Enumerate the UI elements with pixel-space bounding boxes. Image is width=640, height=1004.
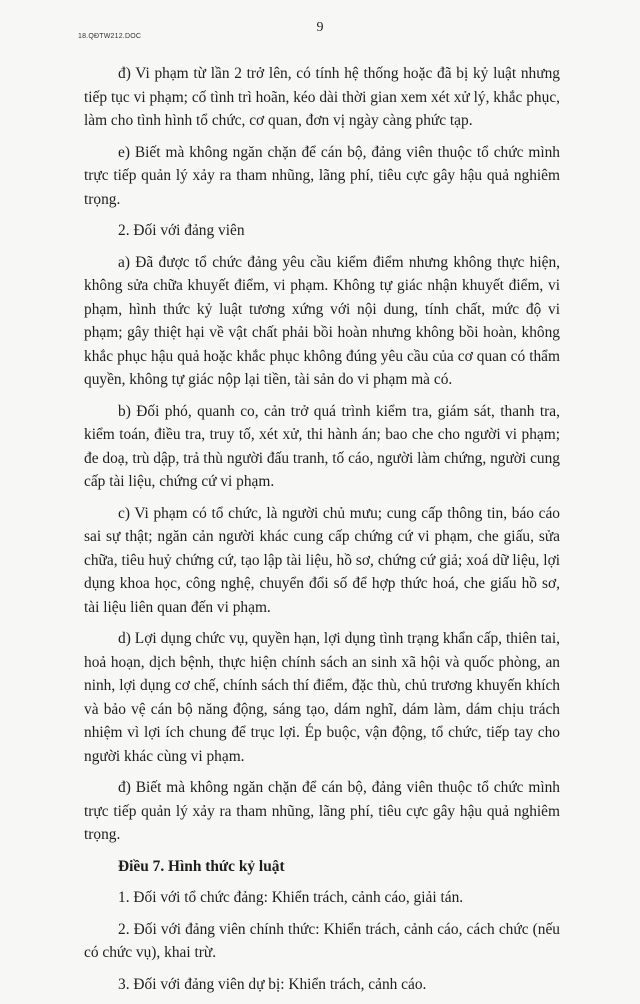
paragraph-b-obstruction: b) Đối phó, quanh co, cản trở quá trình kiểm tra, giám sát, thanh tra, kiểm toán, điều tra, truy tố, xét xử, thi hành án; bao che cho người vi phạm; đe doạ, trù dập, trả thù người đấu tranh, tố cáo, người làm chứng, người cung cấp tài liệu, chứng cứ vi phạm. xyxy=(84,402,560,490)
paragraph-c-organized-violation: c) Vi phạm có tổ chức, là người chủ mưu; cung cấp thông tin, báo cáo sai sự thật; ngăn cản người khác cung cấp chứng cứ vi phạm, che giấu, sửa chữa, tiêu huỷ chứng cứ, tạo lập tài liệu, hồ sơ, chứng cứ giả; xoá dữ liệu, lợi dụng khoa học, công nghệ, chuyển đổi số để hợp thức hoá, che giấu hồ sơ, tài liệu liên quan đến vi phạm. xyxy=(84,504,560,616)
document-body xyxy=(84,62,560,1004)
article-7-item-3: 3. Đối với đảng viên dự bị: Khiển trách, cảnh cáo. xyxy=(118,975,427,993)
paragraph-d-abuse-of-power: d) Lợi dụng chức vụ, quyền hạn, lợi dụng tình trạng khẩn cấp, thiên tai, hoả hoạn, dịch bệnh, thực hiện chính sách an sinh xã hội và quốc phòng, an ninh, lợi dụng cơ chế, chính sách thí điểm, đặc thù, chủ trương khuyến khích và bảo vệ cán bộ năng động, sáng tạo, dám nghĩ, dám làm, dám chịu trách nhiệm vì lợi ích chung để trục lợi. Ép buộc, vận động, tổ chức, tiếp tay cho người khác cùng vi phạm. xyxy=(84,630,560,765)
article-7-heading: Điều 7. Hình thức kỷ luật xyxy=(118,857,285,875)
paragraph-d-repeat-violation: đ) Vi phạm từ lần 2 trở lên, có tính hệ thống hoặc đã bị kỷ luật nhưng tiếp tục vi phạm; cố tình trì hoãn, kéo dài thời gian xem xét xử lý, khắc phục, làm cho tình hình tổ chức, cơ quan, đơn vị ngày càng phức tạp. xyxy=(84,65,560,129)
paragraph-dd-member-failure: đ) Biết mà không ngăn chặn để cán bộ, đảng viên thuộc tổ chức mình trực tiếp quản lý xảy ra tham nhũng, lãng phí, tiêu cực gây hậu quả nghiêm trọng. xyxy=(84,779,560,843)
paragraph-e-org-failure: e) Biết mà không ngăn chặn để cán bộ, đảng viên thuộc tổ chức mình trực tiếp quản lý xảy ra tham nhũng, lãng phí, tiêu cực gây hậu quả nghiêm trọng. xyxy=(84,143,560,208)
article-7-item-1: 1. Đối với tổ chức đảng: Khiển trách, cảnh cáo, giải tán. xyxy=(118,889,464,906)
section-heading-party-members: 2. Đối với đảng viên xyxy=(118,222,245,239)
paragraph-a-no-self-review: a) Đã được tổ chức đảng yêu cầu kiểm điểm nhưng không thực hiện, không sửa chữa khuyết điểm, vi phạm. Không tự giác nhận khuyết điểm, vi phạm, hình thức kỷ luật tương xứng với nội dung, tính chất, mức độ vi phạm; gây thiệt hại về vật chất phải bồi hoàn nhưng không bồi hoàn, không khắc phục hậu quả hoặc khắc phục không đúng yêu cầu của cơ quan có thẩm quyền, không tự giác nộp lại tiền, tài sản do vi phạm mà có. xyxy=(84,253,560,388)
file-label: 18.QĐTW212.DOC xyxy=(78,33,142,40)
page-number: 9 xyxy=(316,20,324,35)
article-7-item-2: 2. Đối với đảng viên chính thức: Khiển trách, cảnh cáo, cách chức (nếu có chức vụ), khai trừ. xyxy=(84,920,560,961)
